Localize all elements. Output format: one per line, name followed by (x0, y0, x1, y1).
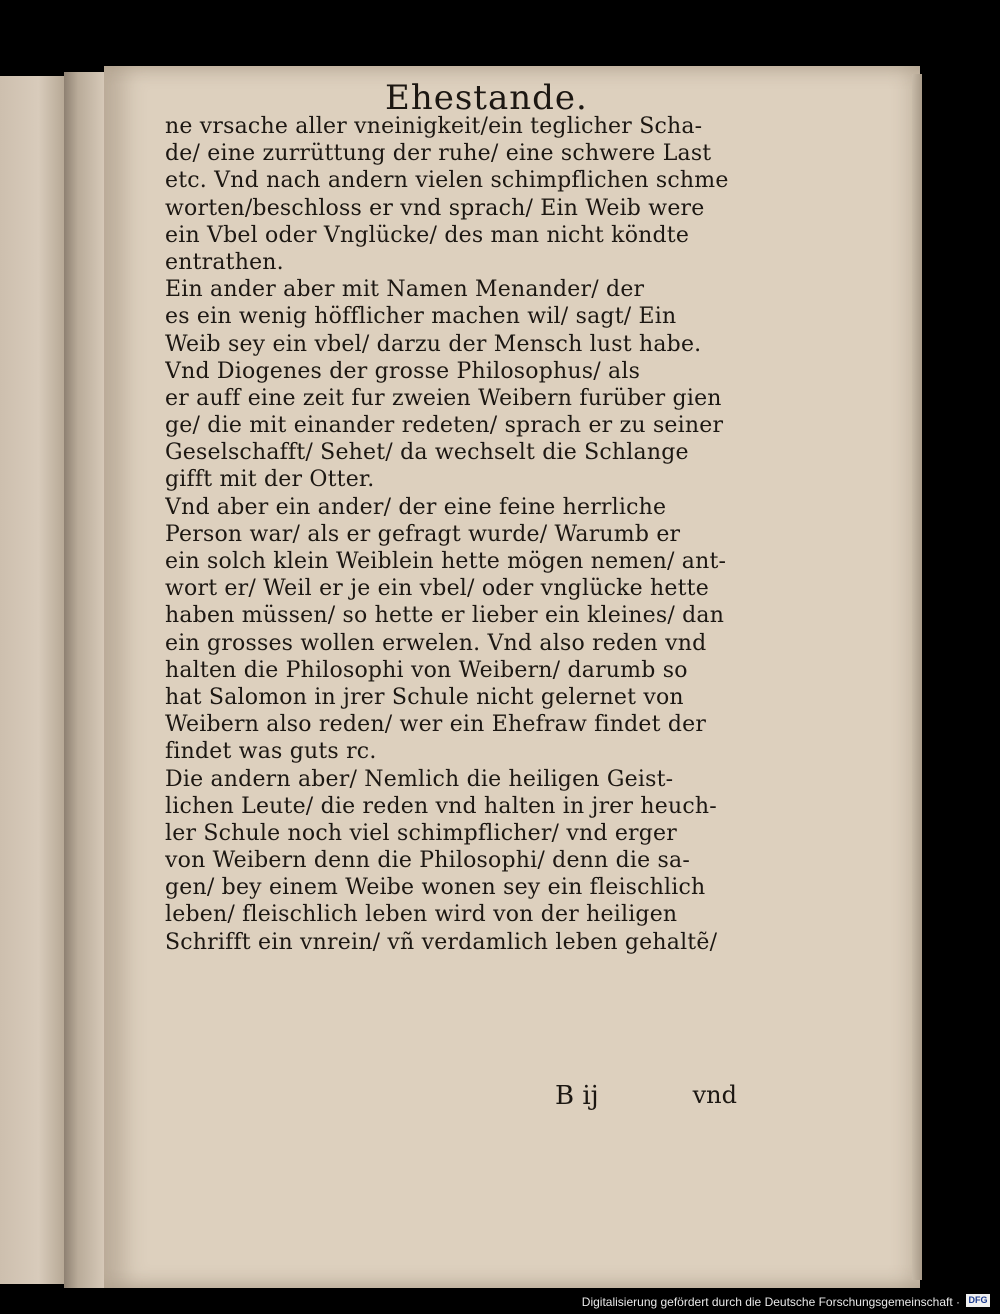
text-line: von Weibern denn die Philosophi/ denn die sa- (165, 848, 690, 874)
text-line: wort er/ Weil er je ein vbel/ oder vnglücke hette (165, 576, 709, 602)
text-line: haben müssen/ so hette er lieber ein kleines/ dan (165, 603, 725, 629)
running-head: Ehestande. (385, 78, 588, 118)
text-line: de/ eine zurrüttung der ruhe/ eine schwere Last (165, 141, 712, 167)
text-line: Weib sey ein vbel/ darzu der Mensch lust habe. (165, 331, 702, 357)
text-line: entrathen. (165, 249, 284, 275)
left-page-edge (0, 76, 64, 1284)
text-line: ein solch klein Weiblein hette mögen nemen/ ant- (165, 549, 727, 574)
text-line: Person war/ als er gefragt wurde/ Warumb er (165, 521, 681, 547)
text-line: ne vrsache aller vneinigkeit/ein teglicher Scha- (165, 114, 703, 139)
signature-mark: B ij (555, 1081, 599, 1111)
page-fore-edge (912, 74, 922, 1280)
text-line: halten die Philosophi von Weibern/ darumb so (165, 657, 688, 683)
page-footer (165, 1081, 755, 1111)
text-block (165, 113, 755, 1111)
text-line: ler Schule noch viel schimpflicher/ vnd erger (165, 820, 677, 846)
text-line: ge/ die mit einander redeten/ sprach er zu seiner (165, 413, 724, 439)
text-line: worten/beschloss er vnd sprach/ Ein Weib were (165, 195, 705, 221)
text-line: gen/ bey einem Weibe wonen sey ein fleischlich (165, 875, 706, 901)
digitization-credit-bar (0, 1288, 1000, 1314)
text-line: Weibern also reden/ wer ein Ehefraw findet der (165, 712, 707, 738)
dfg-logo: DFG (966, 1294, 990, 1307)
text-line: Geselschafft/ Sehet/ da wechselt die Schlange (165, 440, 689, 466)
credit-text: Digitalisierung gefördert durch die Deutsche Forschungsgemeinschaft · (581, 1295, 960, 1309)
text-line: gifft mit der Otter. (165, 467, 375, 493)
text-line: Schrifft ein vnrein/ vñ verdamlich leben gehaltẽ/ (165, 929, 718, 955)
text-line: lichen Leute/ die reden vnd halten in jrer heuch- (165, 793, 717, 819)
text-line: ein Vbel oder Vnglücke/ des man nicht köndte (165, 222, 690, 248)
text-line: er auff eine zeit fur zweien Weibern furüber gien (165, 385, 722, 411)
book-gutter (64, 72, 104, 1288)
catchword: vnd (692, 1081, 737, 1109)
text-line: leben/ fleischlich leben wird von der heiligen (165, 902, 678, 928)
text-line: Die andern aber/ Nemlich die heiligen Geist- (165, 766, 674, 792)
text-line: ein grosses wollen erwelen. Vnd also reden vnd (165, 630, 707, 656)
text-line: es ein wenig höfflicher machen wil/ sagt/ Ein (165, 304, 677, 330)
text-line: Ein ander aber mit Namen Menander/ der (165, 277, 645, 303)
text-line: hat Salomon in jrer Schule nicht gelernet von (165, 684, 684, 710)
text-line: findet was guts rc. (165, 739, 377, 765)
text-line: Vnd aber ein ander/ der eine feine herrliche (165, 494, 667, 520)
text-line: Vnd Diogenes der grosse Philosophus/ als (165, 358, 641, 384)
text-line: etc. Vnd nach andern vielen schimpflichen schme (165, 168, 729, 194)
